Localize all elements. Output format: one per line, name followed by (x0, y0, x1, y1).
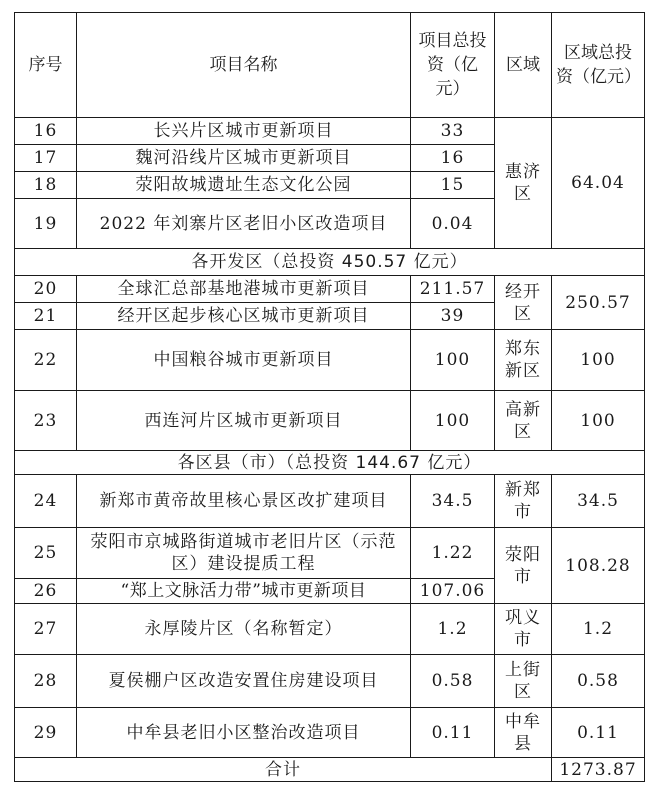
project-invest: 1.2 (411, 604, 495, 655)
region-total-cell: 100 (552, 391, 645, 451)
table-row (15, 528, 645, 579)
region-total-cell: 0.58 (552, 655, 645, 708)
region-cell: 上街区 (495, 655, 552, 708)
project-invest: 100 (411, 330, 495, 391)
project-name: 长兴片区城市更新项目 (77, 118, 411, 145)
region-total-cell: 108.28 (552, 528, 645, 604)
table-row (15, 330, 645, 391)
header-region-total: 区域总投资（亿元） (552, 13, 645, 118)
project-name: 全球汇总部基地港城市更新项目 (77, 276, 411, 303)
project-name: 荥阳市京城路街道城市老旧片区（示范区）建设提质工程 (77, 528, 411, 579)
project-invest: 15 (411, 172, 495, 199)
region-cell: 郑东新区 (495, 330, 552, 391)
row-no: 16 (15, 118, 77, 145)
total-value: 1273.87 (552, 758, 645, 782)
row-no: 25 (15, 528, 77, 579)
region-cell: 惠济区 (495, 118, 552, 249)
region-cell: 中牟县 (495, 708, 552, 758)
region-cell: 高新区 (495, 391, 552, 451)
project-invest: 107.06 (411, 579, 495, 604)
section-heading-dev-zones: 各开发区（总投资 450.57 亿元） (15, 249, 645, 276)
project-invest: 0.11 (411, 708, 495, 758)
section-row (15, 249, 645, 276)
project-name: 中国粮谷城市更新项目 (77, 330, 411, 391)
region-cell: 经开区 (495, 276, 552, 330)
project-invest: 39 (411, 303, 495, 330)
region-cell: 巩义市 (495, 604, 552, 655)
header-invest: 项目总投资（亿元） (411, 13, 495, 118)
header-region: 区域 (495, 13, 552, 118)
project-name: 魏河沿线片区城市更新项目 (77, 145, 411, 172)
section-heading-counties: 各区县（市）（总投资 144.67 亿元） (15, 451, 645, 475)
table-row (15, 391, 645, 451)
project-name: 夏侯棚户区改造安置住房建设项目 (77, 655, 411, 708)
region-total-cell: 100 (552, 330, 645, 391)
project-name: 荥阳故城遗址生态文化公园 (77, 172, 411, 199)
total-row (15, 758, 645, 782)
region-total-cell: 0.11 (552, 708, 645, 758)
table-row (15, 276, 645, 303)
project-name: 2022 年刘寨片区老旧小区改造项目 (77, 199, 411, 249)
project-invest: 211.57 (411, 276, 495, 303)
project-name: 经开区起步核心区城市更新项目 (77, 303, 411, 330)
row-no: 26 (15, 579, 77, 604)
project-invest: 16 (411, 145, 495, 172)
project-invest: 34.5 (411, 475, 495, 528)
row-no: 28 (15, 655, 77, 708)
table-row (15, 118, 645, 145)
total-label: 合计 (15, 758, 552, 782)
row-no: 29 (15, 708, 77, 758)
project-invest: 0.58 (411, 655, 495, 708)
project-name: 永厚陵片区（名称暂定） (77, 604, 411, 655)
project-name: 中牟县老旧小区整治改造项目 (77, 708, 411, 758)
row-no: 19 (15, 199, 77, 249)
section-row (15, 451, 645, 475)
region-cell: 荥阳市 (495, 528, 552, 604)
row-no: 20 (15, 276, 77, 303)
row-no: 21 (15, 303, 77, 330)
header-name: 项目名称 (77, 13, 411, 118)
table-row (15, 475, 645, 528)
header-no: 序号 (15, 13, 77, 118)
project-invest: 100 (411, 391, 495, 451)
row-no: 23 (15, 391, 77, 451)
row-no: 18 (15, 172, 77, 199)
row-no: 17 (15, 145, 77, 172)
row-no: 22 (15, 330, 77, 391)
project-invest: 33 (411, 118, 495, 145)
table-row (15, 655, 645, 708)
region-total-cell: 250.57 (552, 276, 645, 330)
table-row (15, 604, 645, 655)
header-row (15, 13, 645, 118)
region-total-cell: 34.5 (552, 475, 645, 528)
table-row (15, 708, 645, 758)
investment-table (14, 12, 645, 782)
region-cell: 新郑市 (495, 475, 552, 528)
region-total-cell: 1.2 (552, 604, 645, 655)
row-no: 24 (15, 475, 77, 528)
project-invest: 0.04 (411, 199, 495, 249)
row-no: 27 (15, 604, 77, 655)
region-total-cell: 64.04 (552, 118, 645, 249)
project-invest: 1.22 (411, 528, 495, 579)
project-name: 西连河片区城市更新项目 (77, 391, 411, 451)
project-name: 新郑市黄帝故里核心景区改扩建项目 (77, 475, 411, 528)
project-name: “郑上文脉活力带”城市更新项目 (77, 579, 411, 604)
